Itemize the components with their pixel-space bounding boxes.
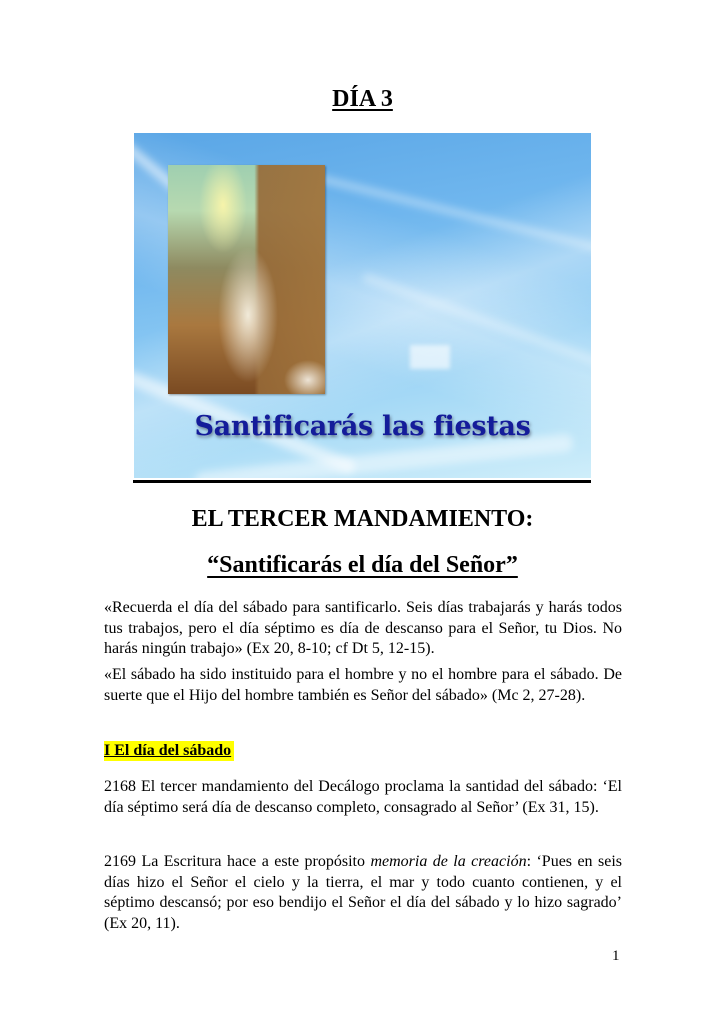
page-title: DÍA 3 <box>332 86 393 112</box>
horizontal-rule <box>133 480 591 483</box>
glow-square <box>410 345 450 369</box>
commandment-heading: EL TERCER MANDAMIENTO: <box>191 506 534 532</box>
commandment-subheading: “Santificarás el día del Señor” <box>207 552 518 578</box>
banner-caption: Santificarás las fiestas <box>194 411 531 442</box>
quote-paragraph-exodus: «Recuerda el día del sábado para santificarlo. Seis días trabajarás y harás todos tus trabajos, pero el día séptimo es día de descanso para el Señor, tu Dios. No harás ningún trabajo» (Ex 20, 8-10; cf Dt 5, 12-15). <box>104 599 622 657</box>
banner-image <box>134 133 591 478</box>
page-number: 1 <box>612 948 620 964</box>
mass-painting <box>168 165 325 394</box>
paragraph-2169 <box>104 852 622 934</box>
paragraph-2169-emphasis: memoria de la creación <box>370 853 527 870</box>
light-streak <box>361 272 591 384</box>
quote-paragraph-mark: «El sábado ha sido instituido para el hombre y no el hombre para el sábado. De suerte que el Hijo del hombre también es Señor del sábado» (Mc 2, 27-28). <box>104 666 622 704</box>
section-heading: I El día del sábado <box>104 741 234 761</box>
paragraph-2169-rest: : ‘Pues en seis días hizo el Señor el cielo y la tierra, el mar y todo cuanto contienen, y el séptimo descansó; por eso bendijo el Señor el día del sábado y lo hizo sagrado’ (Ex 20, 11). <box>104 853 622 932</box>
paragraph-2168: 2168 El tercer mandamiento del Decálogo proclama la santidad del sábado: ‘El día séptimo será día de descanso completo, consagrado al Señor’ (Ex 31, 15). <box>104 778 622 816</box>
paragraph-2169-lead: 2169 La Escritura hace a este propósito <box>104 853 371 870</box>
light-streak <box>318 174 591 259</box>
